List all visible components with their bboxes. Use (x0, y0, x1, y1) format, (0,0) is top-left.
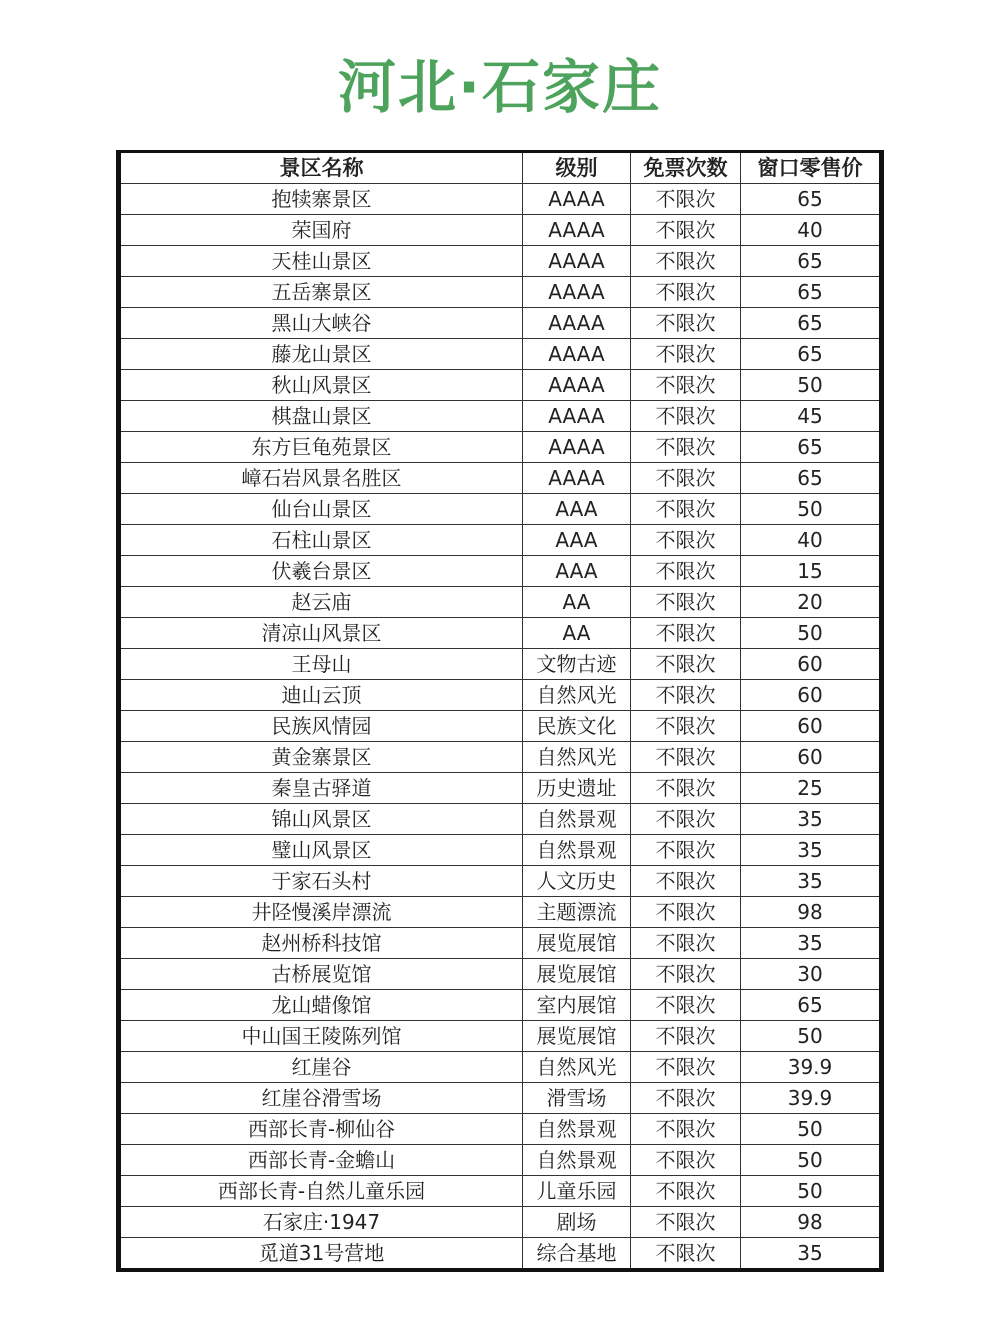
cell-level: 滑雪场 (523, 1083, 631, 1114)
cell-price: 39.9 (741, 1083, 882, 1114)
cell-level: 综合基地 (523, 1238, 631, 1271)
table-row (119, 1145, 882, 1176)
cell-free-times: 不限次 (631, 866, 741, 897)
header-price: 窗口零售价 (741, 152, 882, 184)
table-row (119, 246, 882, 277)
table-row (119, 184, 882, 215)
cell-free-times: 不限次 (631, 246, 741, 277)
cell-price: 65 (741, 184, 882, 215)
table-row (119, 1083, 882, 1114)
cell-level: 自然景观 (523, 804, 631, 835)
cell-level: 民族文化 (523, 711, 631, 742)
cell-free-times: 不限次 (631, 835, 741, 866)
cell-name: 迪山云顶 (119, 680, 523, 711)
cell-name: 抱犊寨景区 (119, 184, 523, 215)
cell-free-times: 不限次 (631, 370, 741, 401)
table-row (119, 339, 882, 370)
cell-name: 锦山风景区 (119, 804, 523, 835)
cell-price: 20 (741, 587, 882, 618)
cell-name: 黑山大峡谷 (119, 308, 523, 339)
cell-name: 红崖谷 (119, 1052, 523, 1083)
header-level: 级别 (523, 152, 631, 184)
cell-price: 98 (741, 897, 882, 928)
cell-free-times: 不限次 (631, 277, 741, 308)
cell-free-times: 不限次 (631, 463, 741, 494)
cell-level: 展览展馆 (523, 959, 631, 990)
cell-price: 35 (741, 804, 882, 835)
cell-name: 西部长青-金蟾山 (119, 1145, 523, 1176)
table-row (119, 866, 882, 897)
cell-free-times: 不限次 (631, 494, 741, 525)
cell-level: AAAA (523, 308, 631, 339)
cell-name: 东方巨龟苑景区 (119, 432, 523, 463)
cell-price: 15 (741, 556, 882, 587)
cell-name: 嶂石岩风景名胜区 (119, 463, 523, 494)
cell-price: 50 (741, 1176, 882, 1207)
cell-price: 39.9 (741, 1052, 882, 1083)
cell-free-times: 不限次 (631, 1145, 741, 1176)
cell-level: AAAA (523, 246, 631, 277)
cell-price: 50 (741, 1145, 882, 1176)
cell-price: 60 (741, 711, 882, 742)
table-row (119, 1021, 882, 1052)
table-header-row (119, 152, 882, 184)
cell-free-times: 不限次 (631, 959, 741, 990)
table-row (119, 618, 882, 649)
cell-free-times: 不限次 (631, 742, 741, 773)
table-row (119, 959, 882, 990)
cell-free-times: 不限次 (631, 556, 741, 587)
cell-level: 主题漂流 (523, 897, 631, 928)
cell-name: 璧山风景区 (119, 835, 523, 866)
cell-level: 自然景观 (523, 1114, 631, 1145)
cell-name: 秦皇古驿道 (119, 773, 523, 804)
cell-name: 棋盘山景区 (119, 401, 523, 432)
cell-name: 红崖谷滑雪场 (119, 1083, 523, 1114)
table-row (119, 215, 882, 246)
cell-free-times: 不限次 (631, 928, 741, 959)
cell-name: 西部长青-柳仙谷 (119, 1114, 523, 1145)
cell-price: 40 (741, 525, 882, 556)
table-row (119, 711, 882, 742)
cell-level: 人文历史 (523, 866, 631, 897)
cell-price: 30 (741, 959, 882, 990)
cell-free-times: 不限次 (631, 897, 741, 928)
table-row (119, 525, 882, 556)
cell-name: 伏羲台景区 (119, 556, 523, 587)
cell-price: 65 (741, 463, 882, 494)
table-row (119, 463, 882, 494)
cell-level: 儿童乐园 (523, 1176, 631, 1207)
table-row (119, 308, 882, 339)
table-row (119, 742, 882, 773)
cell-free-times: 不限次 (631, 525, 741, 556)
cell-level: 自然风光 (523, 742, 631, 773)
cell-name: 古桥展览馆 (119, 959, 523, 990)
cell-name: 五岳寨景区 (119, 277, 523, 308)
cell-level: AAAA (523, 339, 631, 370)
table-row (119, 835, 882, 866)
table-row (119, 897, 882, 928)
cell-free-times: 不限次 (631, 1207, 741, 1238)
cell-name: 觅道31号营地 (119, 1238, 523, 1271)
cell-price: 50 (741, 494, 882, 525)
cell-price: 60 (741, 742, 882, 773)
cell-name: 荣国府 (119, 215, 523, 246)
cell-name: 石家庄·1947 (119, 1207, 523, 1238)
cell-name: 赵州桥科技馆 (119, 928, 523, 959)
cell-price: 65 (741, 990, 882, 1021)
cell-level: AAA (523, 556, 631, 587)
table-row (119, 1238, 882, 1271)
cell-free-times: 不限次 (631, 432, 741, 463)
cell-free-times: 不限次 (631, 587, 741, 618)
cell-price: 25 (741, 773, 882, 804)
cell-free-times: 不限次 (631, 184, 741, 215)
cell-level: AAAA (523, 277, 631, 308)
cell-price: 60 (741, 649, 882, 680)
table-row (119, 587, 882, 618)
cell-level: AAAA (523, 215, 631, 246)
table-row (119, 1176, 882, 1207)
cell-level: 自然风光 (523, 680, 631, 711)
table-row (119, 680, 882, 711)
cell-level: AAA (523, 525, 631, 556)
cell-free-times: 不限次 (631, 773, 741, 804)
cell-free-times: 不限次 (631, 804, 741, 835)
cell-level: AA (523, 587, 631, 618)
table-row (119, 804, 882, 835)
cell-price: 35 (741, 1238, 882, 1271)
table-row (119, 494, 882, 525)
cell-free-times: 不限次 (631, 1021, 741, 1052)
table-row (119, 1052, 882, 1083)
cell-free-times: 不限次 (631, 1114, 741, 1145)
cell-name: 黄金寨景区 (119, 742, 523, 773)
cell-level: 展览展馆 (523, 928, 631, 959)
cell-free-times: 不限次 (631, 215, 741, 246)
table-row (119, 401, 882, 432)
cell-free-times: 不限次 (631, 1176, 741, 1207)
cell-price: 45 (741, 401, 882, 432)
cell-price: 50 (741, 618, 882, 649)
cell-free-times: 不限次 (631, 1083, 741, 1114)
cell-level: AAAA (523, 401, 631, 432)
cell-free-times: 不限次 (631, 1238, 741, 1271)
cell-level: AA (523, 618, 631, 649)
cell-free-times: 不限次 (631, 308, 741, 339)
cell-name: 赵云庙 (119, 587, 523, 618)
cell-name: 西部长青-自然儿童乐园 (119, 1176, 523, 1207)
table-row (119, 370, 882, 401)
table-row (119, 556, 882, 587)
cell-name: 龙山蜡像馆 (119, 990, 523, 1021)
cell-price: 65 (741, 308, 882, 339)
cell-name: 井陉慢溪岸漂流 (119, 897, 523, 928)
cell-price: 50 (741, 1114, 882, 1145)
table-row (119, 432, 882, 463)
cell-name: 于家石头村 (119, 866, 523, 897)
table-row (119, 649, 882, 680)
cell-level: 历史遗址 (523, 773, 631, 804)
cell-free-times: 不限次 (631, 401, 741, 432)
cell-free-times: 不限次 (631, 339, 741, 370)
cell-level: 室内展馆 (523, 990, 631, 1021)
cell-name: 天桂山景区 (119, 246, 523, 277)
cell-price: 35 (741, 835, 882, 866)
cell-level: 自然景观 (523, 835, 631, 866)
scenic-spots-table (116, 150, 884, 1272)
table-row (119, 990, 882, 1021)
cell-free-times: 不限次 (631, 649, 741, 680)
page-title: 河北·石家庄 (337, 53, 663, 121)
table-row (119, 1114, 882, 1145)
cell-price: 65 (741, 246, 882, 277)
table-row (119, 773, 882, 804)
cell-name: 王母山 (119, 649, 523, 680)
cell-name: 秋山风景区 (119, 370, 523, 401)
cell-price: 65 (741, 432, 882, 463)
cell-name: 藤龙山景区 (119, 339, 523, 370)
cell-free-times: 不限次 (631, 1052, 741, 1083)
cell-name: 清凉山风景区 (119, 618, 523, 649)
cell-free-times: 不限次 (631, 711, 741, 742)
cell-price: 60 (741, 680, 882, 711)
cell-level: 剧场 (523, 1207, 631, 1238)
cell-name: 中山国王陵陈列馆 (119, 1021, 523, 1052)
cell-price: 65 (741, 277, 882, 308)
cell-free-times: 不限次 (631, 680, 741, 711)
cell-price: 35 (741, 866, 882, 897)
cell-name: 民族风情园 (119, 711, 523, 742)
cell-free-times: 不限次 (631, 990, 741, 1021)
header-free-times: 免票次数 (631, 152, 741, 184)
cell-level: AAAA (523, 184, 631, 215)
cell-price: 50 (741, 370, 882, 401)
cell-price: 65 (741, 339, 882, 370)
cell-level: 文物古迹 (523, 649, 631, 680)
header-name: 景区名称 (119, 152, 523, 184)
cell-price: 35 (741, 928, 882, 959)
cell-free-times: 不限次 (631, 618, 741, 649)
cell-name: 石柱山景区 (119, 525, 523, 556)
table-row (119, 277, 882, 308)
cell-price: 40 (741, 215, 882, 246)
cell-level: AAA (523, 494, 631, 525)
cell-level: AAAA (523, 463, 631, 494)
cell-level: AAAA (523, 370, 631, 401)
table-row (119, 928, 882, 959)
cell-name: 仙台山景区 (119, 494, 523, 525)
cell-level: AAAA (523, 432, 631, 463)
cell-price: 98 (741, 1207, 882, 1238)
table-row (119, 1207, 882, 1238)
cell-level: 自然风光 (523, 1052, 631, 1083)
cell-price: 50 (741, 1021, 882, 1052)
cell-level: 展览展馆 (523, 1021, 631, 1052)
cell-level: 自然景观 (523, 1145, 631, 1176)
